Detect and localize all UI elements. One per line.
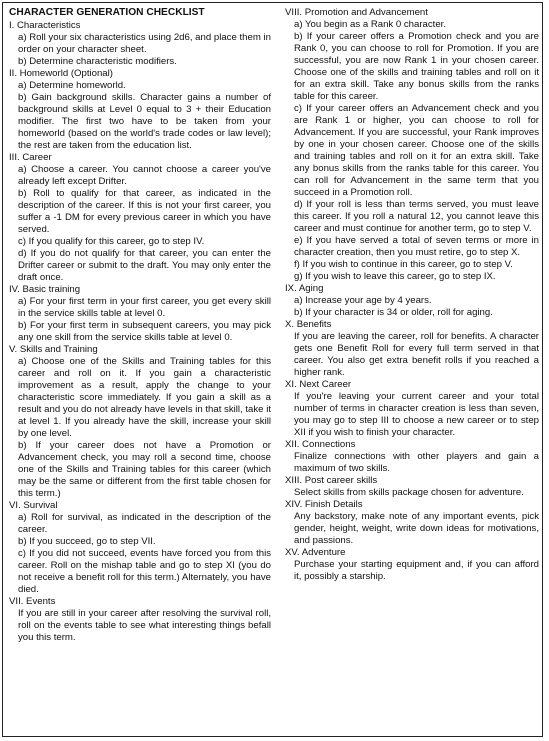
checklist-section [9,596,271,644]
checklist-section [285,547,539,583]
checklist-item: b) For your first term in subsequent careers, you may pick any one skill from the service skills table at level 0. [18,320,271,343]
checklist-section [285,439,539,475]
checklist-section [285,7,539,283]
checklist-item: If you are leaving the career, roll for benefits. A character gets one Benefit Roll for every full term served in that career. You also get extra benefit rolls if you reached a higher rank. [294,331,539,378]
section-heading: VIII. Promotion and Advancement [285,7,428,18]
section-heading: II. Homeworld (Optional) [9,68,113,79]
checklist-section [9,284,271,344]
checklist-item: b) Roll to qualify for that career, as indicated in the description of the career. If this is not your first career, you suffer a -1 DM for every previous career in which you have served. [18,188,271,235]
checklist-section [9,68,271,152]
checklist-item: b) If your career offers a Promotion check and you are Rank 0, you can choose to roll for Promotion. If you are successful, you are now Rank 1 in your chosen career. Choose one of the skills and training tables and roll on it for an extra skill. Take any bonus skills from the ranks table for this career. [294,31,539,102]
section-heading: III. Career [9,152,52,163]
section-heading: X. Benefits [285,319,332,330]
checklist-item: f) If you wish to continue in this career, go to step V. [294,259,513,270]
checklist-item: a) You begin as a Rank 0 character. [294,19,447,30]
left-column [9,7,271,644]
section-heading: V. Skills and Training [9,344,98,355]
checklist-item: a) Choose one of the Skills and Training tables for this career and roll on it. If you gain a characteristic improvement as a result, apply the change to your characteristic score immediately. If you gain a skill as a result and you do not already have levels in that skill, take it at level 1. If you already have the skill, increase your skill by one level. [18,356,271,439]
checklist-item: d) If your roll is less than terms served, you must leave this career. If you roll a natural 12, you cannot leave this career and must continue for another term, go to step V. [294,199,539,234]
checklist-item: b) If your character is 34 or older, roll for aging. [294,307,493,318]
checklist-section [285,319,539,379]
checklist-item: Purchase your starting equipment and, if you can afford it, possibly a starship. [294,559,539,582]
checklist-item: a) Choose a career. You cannot choose a career you've already left except Drifter. [18,164,271,187]
page-title: CHARACTER GENERATION CHECKLIST [9,7,205,18]
checklist-item: a) Determine homeworld. [18,80,126,91]
right-column [285,7,539,583]
checklist-section [285,283,539,319]
checklist-item: a) Roll for survival, as indicated in the description of the career. [18,512,271,535]
section-heading: XIII. Post career skills [285,475,378,486]
section-heading: VII. Events [9,596,56,607]
section-heading: XV. Adventure [285,547,346,558]
section-heading: IV. Basic training [9,284,81,295]
checklist-item: Any backstory, make note of any important events, pick gender, height, weight, write down ideas for motivations, and passions. [294,511,539,546]
checklist-item: If you're leaving your current career and your total number of terms in character creation is less than seven, you may go to step III to choose a new career or to step XII if you wish to finish your character. [294,391,539,438]
checklist-item: b) Determine characteristic modifiers. [18,56,177,67]
checklist-item: d) If you do not qualify for that career, you can enter the Drifter career or submit to the draft. You may only enter the draft once. [18,248,271,283]
checklist-item: a) Increase your age by 4 years. [294,295,432,306]
section-heading: IX. Aging [285,283,324,294]
checklist-item: a) Roll your six characteristics using 2d6, and place them in order on your character sheet. [18,32,271,55]
section-heading: VI. Survival [9,500,58,511]
checklist-item: c) If you did not succeed, events have forced you from this career. Roll on the mishap table and go to step XI (you do not receive a benefit roll for this term.) Alternately, you have died. [18,548,271,595]
section-heading: XII. Connections [285,439,356,450]
checklist-section [285,379,539,439]
checklist-item: b) If your career does not have a Promotion or Advancement check, you may roll a second time, choose one of the Skills and Training tables for this career (which may be the same or different from the first table chosen for this term.) [18,440,271,499]
checklist-section [9,152,271,284]
checklist-item: a) For your first term in your first career, you get every skill in the service skills table at level 0. [18,296,271,319]
checklist-section [9,344,271,500]
checklist-item: b) Gain background skills. Character gains a number of background skills at Level 0 equal to 3 + their Education modifier. The first two have to be taken from your homeworld (based on the world's trade codes or law level); the rest are taken from the education list. [18,92,271,151]
checklist-section [285,475,539,499]
section-heading: XI. Next Career [285,379,352,390]
checklist-section [9,500,271,596]
checklist-section [285,499,539,547]
checklist-item: b) If you succeed, go to step VII. [18,536,156,547]
checklist-item: If you are still in your career after resolving the survival roll, roll on the events table to see what interesting things befall you this term. [18,608,271,643]
checklist-item: c) If your career offers an Advancement check and you are Rank 1 or higher, you can choose to roll for Advancement. If you are successful, your Rank improves by one in your chosen career. Choose one of the skills and training tables and roll on it for an extra skill. Take any bonus skills from the ranks table for this career. You can roll for Advancement in the same term that you succeed in a Promotion roll. [294,103,539,198]
checklist-item: Select skills from skills package chosen for adventure. [294,487,524,498]
checklist-sheet [2,2,543,737]
checklist-item: e) If you have served a total of seven terms or more in character creation, then you must retire, go to step X. [294,235,539,258]
section-heading: I. Characteristics [9,20,81,31]
checklist-item: c) If you qualify for this career, go to step IV. [18,236,205,247]
checklist-item: g) If you wish to leave this career, go to step IX. [294,271,496,282]
checklist-item: Finalize connections with other players and gain a maximum of two skills. [294,451,539,474]
checklist-section [9,20,271,68]
section-heading: XIV. Finish Details [285,499,363,510]
